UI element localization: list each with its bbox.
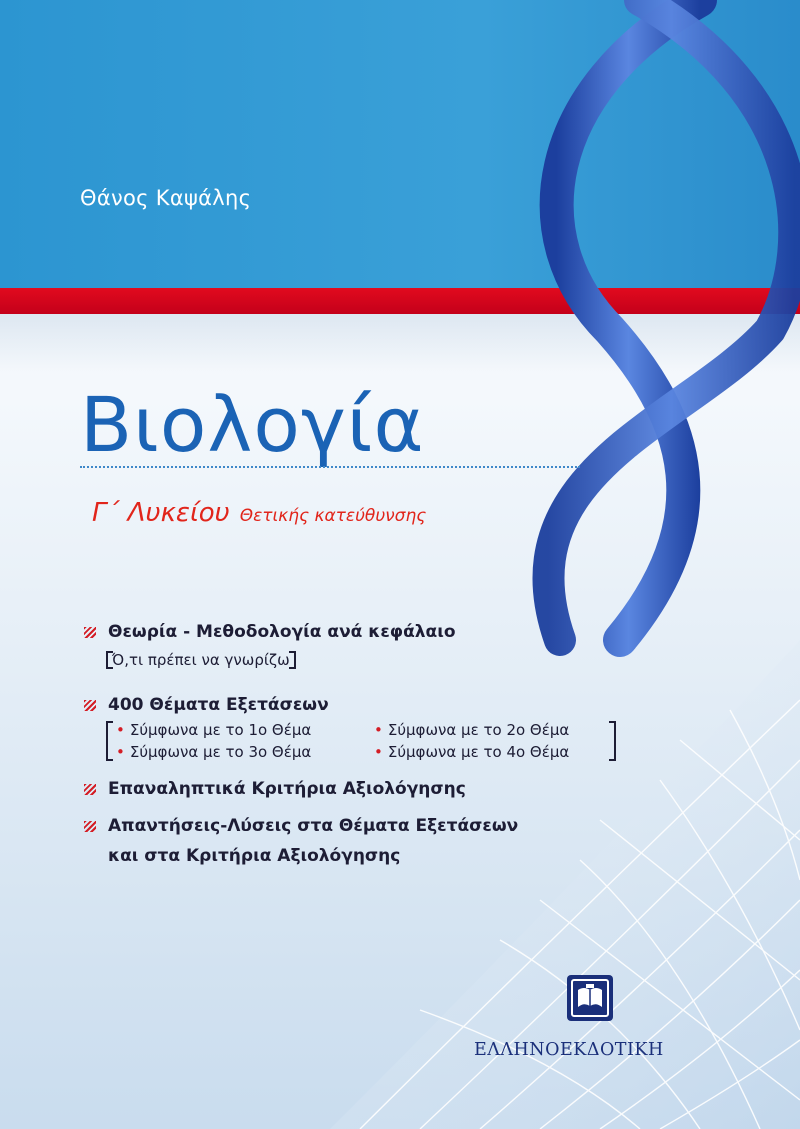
hatched-square-icon [84, 821, 96, 832]
feature-exam-questions [84, 695, 624, 761]
bullet-icon: • [374, 721, 383, 739]
publisher-book-logo-icon [566, 974, 614, 1022]
feature-title: Επαναληπτικά Κριτήρια Αξιολόγησης [108, 779, 466, 799]
feature-title: 400 Θέματα Εξετάσεων [108, 695, 329, 715]
list-item: • Σύμφωνα με το 3ο Θέμα [116, 743, 312, 761]
list-item: • Σύμφωνα με το 4ο Θέμα [374, 743, 570, 761]
feature-note: Ό,τι πρέπει να γνωρίζω [108, 651, 294, 669]
feature-title-line2: και στα Κριτήρια Αξιολόγησης [108, 846, 401, 866]
bullet-icon: • [374, 743, 383, 761]
exam-topics-bracket [108, 721, 614, 761]
feature-answers [84, 816, 624, 866]
title-divider [80, 466, 580, 468]
author-name: Θάνος Καψάλης [80, 186, 252, 210]
list-item: • Σύμφωνα με το 1ο Θέμα [116, 721, 312, 739]
feature-theory [84, 622, 624, 669]
direction-label: Θετικής κατεύθυνσης [239, 506, 427, 526]
list-item: • Σύμφωνα με το 2ο Θέμα [374, 721, 570, 739]
hatched-square-icon [84, 700, 96, 711]
hatched-square-icon [84, 627, 96, 638]
feature-title-line1: Απαντήσεις-Λύσεις στα Θέματα Εξετάσεων [108, 816, 519, 836]
book-title: Βιολογία [80, 380, 425, 469]
feature-review-tests [84, 779, 624, 799]
grade-label: Γ΄ Λυκείου [92, 498, 230, 528]
bullet-icon: • [116, 721, 125, 739]
hatched-square-icon [84, 784, 96, 795]
subtitle [92, 498, 426, 528]
feature-title: Θεωρία - Μεθοδολογία ανά κεφάλαιο [108, 622, 456, 642]
bullet-icon: • [116, 743, 125, 761]
features-list [84, 622, 624, 866]
publisher-name: ΕΛΛΗΝΟΕΚΔΟΤΙΚΗ [474, 1040, 664, 1060]
